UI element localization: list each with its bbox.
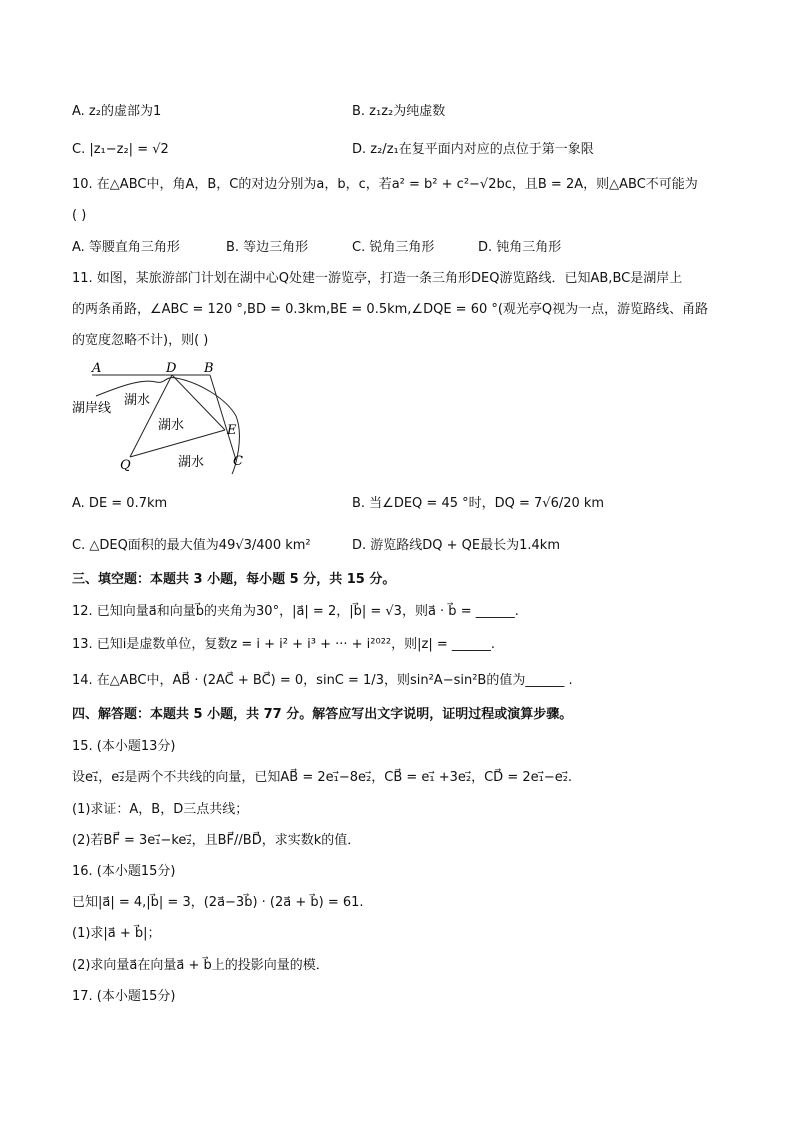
section-4-heading: 四、解答题：本题共 5 小题，共 77 分。解答应写出文字说明，证明过程或演算步骤。	[72, 707, 573, 722]
q11-line3: 的宽度忽略不计)，则( )	[72, 333, 209, 348]
lake-water-label-3: 湖水	[178, 455, 205, 470]
point-d-label: D	[166, 361, 177, 376]
point-c-label: C	[233, 454, 243, 469]
q15-part1: (1)求证：A，B，D三点共线；	[72, 802, 249, 817]
q17-heading: 17. (本小题15分)	[72, 989, 176, 1004]
q10-option-c: C. 锐角三角形	[352, 240, 435, 255]
q16-part1: (1)求|a⃗ + b⃗|；	[72, 926, 161, 941]
q10-option-d: D. 钝角三角形	[478, 240, 562, 255]
q13-text: 13. 已知i是虚数单位，复数z = i + i² + i³ + ··· + i²⁰²²，则|z| = ______.	[72, 637, 496, 652]
q14-text: 14. 在△ABC中，AB⃗ · (2AC⃗ + BC⃗) = 0，sinC = 1/3，则sin²A−sin²B的值为______ .	[72, 673, 573, 688]
q12-text: 12. 已知向量a⃗和向量b⃗的夹角为30°，|a⃗| = 2，|b⃗| = √3，则a⃗ · b⃗ = ______.	[72, 604, 519, 619]
q9-option-d: D. z₂/z₁在复平面内对应的点位于第一象限	[352, 142, 594, 157]
q15-heading: 15. (本小题13分)	[72, 739, 176, 754]
q11-option-c: C. △DEQ面积的最大值为49√3/400 km²	[72, 538, 311, 553]
q10-option-b: B. 等边三角形	[226, 240, 309, 255]
q9-option-b: B. z₁z₂为纯虚数	[352, 104, 446, 119]
q10-stem: 10. 在△ABC中，角A，B，C的对边分别为a，b，c，若a² = b² + c²−√2bc，且B = 2A，则△ABC不可能为	[72, 177, 698, 192]
point-e-label: E	[227, 423, 237, 438]
q10-paren: ( )	[72, 208, 87, 223]
q9-option-a: A. z₂的虚部为1	[72, 104, 162, 119]
q15-given: 设e₁⃗，e₂⃗是两个不共线的向量，已知AB⃗ = 2e₁⃗−8e₂⃗，CB⃗ = e₁⃗ +3e₂⃗，CD⃗ = 2e₁⃗−e₂⃗.	[72, 770, 573, 785]
shoreline-label: 湖岸线	[72, 401, 112, 416]
lake-water-label-1: 湖水	[124, 393, 151, 408]
q9-option-c: C. |z₁−z₂| = √2	[72, 142, 169, 157]
q11-option-d: D. 游览路线DQ + QE最长为1.4km	[352, 538, 560, 553]
segment-dq	[130, 375, 172, 457]
point-a-label: A	[92, 361, 102, 376]
section-3-heading: 三、填空题：本题共 3 小题，每小题 5 分，共 15 分。	[72, 572, 396, 587]
q11-line1: 11. 如图，某旅游部门计划在湖中心Q处建一游览亭，打造一条三角形DEQ游览路线．已知AB,BC是湖岸上	[72, 271, 683, 286]
point-b-label: B	[204, 361, 214, 376]
q11-option-a: A. DE = 0.7km	[72, 496, 168, 511]
q11-line2: 的两条甬路，∠ABC = 120 °,BD = 0.3km,BE = 0.5km,∠DQE = 60 °(观光亭Q视为一点，游览路线、甬路	[72, 302, 709, 317]
q16-part2: (2)求向量a⃗在向量a⃗ + b⃗上的投影向量的模．	[72, 958, 329, 973]
segment-qe	[130, 430, 225, 457]
q16-heading: 16. (本小题15分)	[72, 864, 176, 879]
q15-part2: (2)若BF⃗ = 3e₁⃗−ke₂⃗，且BF⃗//BD⃗，求实数k的值．	[72, 833, 361, 848]
q16-given: 已知|a⃗| = 4,|b⃗| = 3，(2a⃗−3b⃗) · (2a⃗ + b⃗) = 61.	[72, 895, 364, 910]
q10-option-a: A. 等腰直角三角形	[72, 240, 180, 255]
q11-option-b: B. 当∠DEQ = 45 °时，DQ = 7√6/20 km	[352, 496, 605, 511]
lake-water-label-2: 湖水	[158, 418, 185, 433]
road-bc-line	[210, 375, 236, 460]
point-q-label: Q	[120, 458, 131, 473]
lake-figure	[72, 356, 266, 478]
